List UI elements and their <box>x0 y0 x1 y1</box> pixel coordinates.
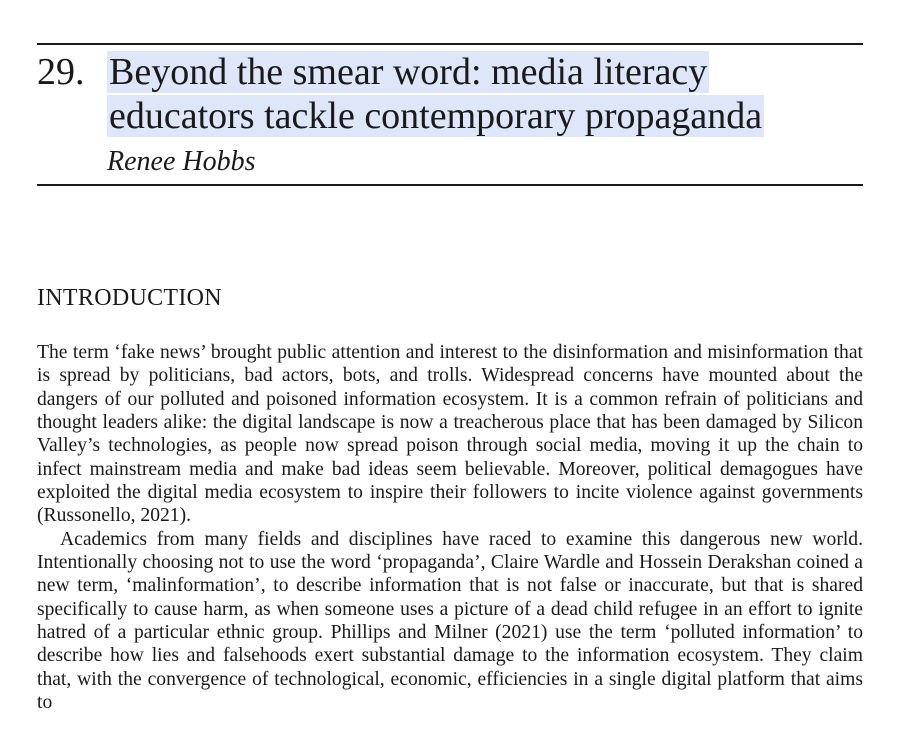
bottom-rule <box>37 184 863 186</box>
section-heading: INTRODUCTION <box>37 285 222 311</box>
chapter-title <box>107 50 827 138</box>
paragraph: Academics from many fields and disciplines have raced to examine this dangerous new world. Intentionally choosing not to use the word ‘propaganda’, Claire Wardle and Hossein Derakshan coined a new term, ‘malinformation’, to describe information that is not false or inaccurate, but that is shared specifically to cause harm, as when someone uses a picture of a dead child refugee in an effort to ignite hatred of a particular ethnic group. Phillips and Milner (2021) use the term ‘polluted information’ to describe how lies and falsehoods exert substantial damage to the information ecosystem. They claim that, with the convergence of technological, economic, efficiencies in a single digital platform that aims to <box>37 528 863 714</box>
chapter-number: 29. <box>37 51 85 93</box>
top-rule <box>37 43 863 45</box>
chapter-title-highlight[interactable]: Beyond the smear word: media literacy educators tackle contemporary propaganda <box>109 51 763 137</box>
chapter-author: Renee Hobbs <box>107 146 256 177</box>
body-text <box>37 341 863 715</box>
paragraph: The term ‘fake news’ brought public attention and interest to the disinformation and misinformation that is spread by politicians, bad actors, bots, and trolls. Widespread concerns have mounted about the dangers of our polluted and poisoned information ecosystem. It is a common refrain of politicians and thought leaders alike: the digital landscape is now a treacherous place that has been damaged by Silicon Valley’s technologies, as people now spread poison through social media, moving it up the chain to infect mainstream media and make bad ideas seem believable. Moreover, political demagogues have exploited the digital media ecosystem to inspire their followers to incite violence against governments (Russonello, 2021). <box>37 342 863 527</box>
